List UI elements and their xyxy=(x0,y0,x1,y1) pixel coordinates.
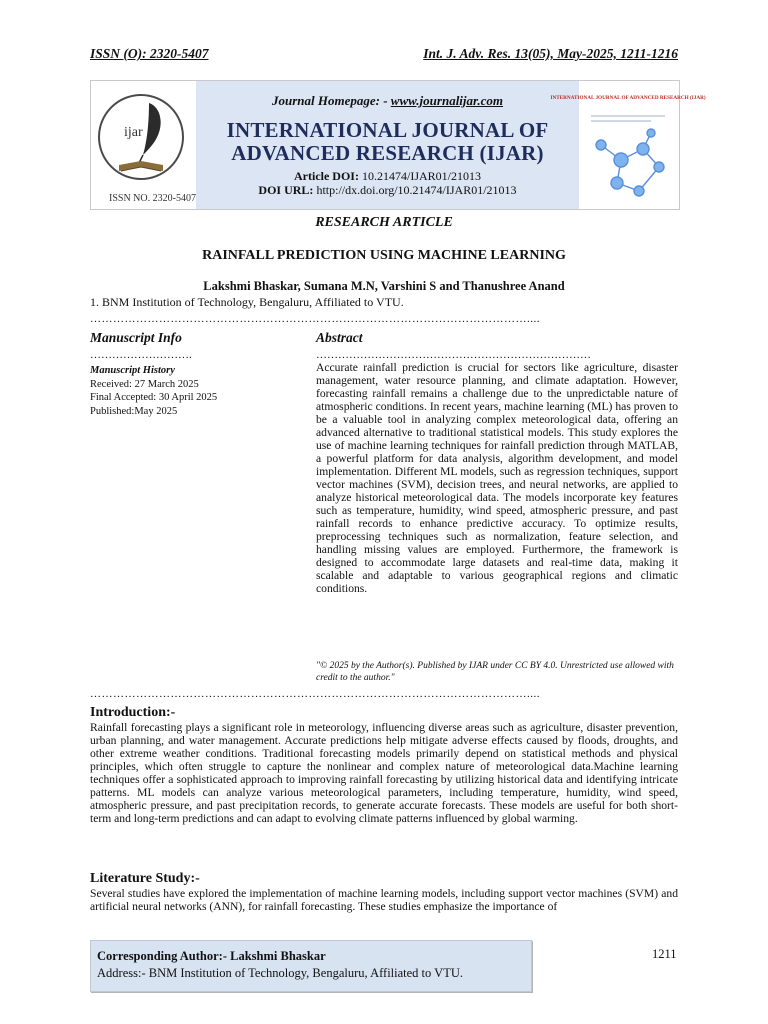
copyright-notice: "© 2025 by the Author(s). Published by IJAR under CC BY 4.0. Unrestricted use allowed with credit to the author." xyxy=(316,661,674,683)
corresponding-author-line xyxy=(97,949,326,964)
literature-heading: Literature Study:- xyxy=(90,871,200,886)
address-line xyxy=(97,966,463,981)
author-list: Lakshmi Bhaskar, Sumana M.N, Varshini S and Thanushree Anand xyxy=(203,279,565,293)
logo-issn: ISSN NO. 2320-5407 xyxy=(109,193,196,204)
introduction-text: Rainfall forecasting plays a significant role in meteorology, influencing diverse areas such as agriculture, disaster prevention, urban planning, and water management. Accurate predictions help mitigate adverse effects caused by floods, droughts, and other extreme weather conditions. Traditional forecasting models primarily depend on statistical methods and physical principles, which often struggle to capture the nonlinear and complex nature of meteorological data.Machine learning techniques offer a sophisticated approach to improving rainfall forecasting by utilizing historical data and identifying intricate patterns. ML models can analyze various meteorological parameters, including temperature, humidity, wind speed, atmospheric pressure, and past precipitation records, to generate accurate forecasts. These models are useful for both short-term and long-term predictions and can adapt to evolving climate patterns influenced by global warming. xyxy=(90,721,678,825)
homepage-line xyxy=(196,93,579,109)
corresponding-author-box xyxy=(90,940,532,992)
running-header xyxy=(90,46,678,62)
citation-text: Int. J. Adv. Res. 13(05), May-2025, 1211-1216 xyxy=(423,46,678,61)
paper-title: RAINFALL PREDICTION USING MACHINE LEARNING xyxy=(202,248,566,263)
logo-text: ijar xyxy=(124,125,143,140)
abstract-dots: ………………………………………………………………… xyxy=(316,349,591,361)
introduction-heading: Introduction:- xyxy=(90,705,176,720)
affiliation: 1. BNM Institution of Technology, Bengaluru, Affiliated to VTU. xyxy=(90,295,404,309)
manuscript-dots: ………………………. xyxy=(90,349,192,361)
manuscript-info-heading: Manuscript Info xyxy=(90,330,182,345)
history-label: Manuscript History xyxy=(90,365,175,376)
journal-cover-image xyxy=(550,85,706,205)
homepage-link[interactable]: www.journalijar.com xyxy=(390,93,504,108)
doi-value: 10.21474/IJAR01/21013 xyxy=(361,169,481,183)
doi-block xyxy=(196,169,579,197)
page-number: 1211 xyxy=(652,947,677,961)
address-label: Address:- xyxy=(97,966,146,980)
received-date: Received: 27 March 2025 xyxy=(90,378,199,390)
journal-banner xyxy=(90,80,706,210)
journal-title xyxy=(196,119,579,165)
author-label: Corresponding Author:- xyxy=(97,949,227,963)
address-value: BNM Institution of Technology, Bengaluru, Affiliated to VTU. xyxy=(148,966,463,980)
abstract-text: Accurate rainfall prediction is crucial for sectors like agriculture, disaster management, water resource planning, and climate adaptation. However, forecasting rainfall remains a challenge due to the unpredictable nature of atmospheric conditions. In recent years, machine learning (ML) has proven to be a valuable tool in analyzing complex meteorological data, offering an advanced alternative to traditional statistical models. This study explores the use of machine learning techniques for rainfall prediction through MATLAB, a powerful platform for data analysis, algorithm development, and model implementation. Different ML models, such as regression techniques, support vector machines (SVM), decision trees, and neural networks, are applied to analyze historical meteorological data. The models incorporate key features such as temperature, humidity, wind speed, atmospheric pressure, and past rainfall records to enhance predictive accuracy. To optimize results, preprocessing techniques such as normalization, feature selection, and handling missing values are employed. Furthermore, the framework is designed to accommodate large datasets and real-time data, making it scalable and adaptable to various geographical regions and climatic conditions. xyxy=(316,361,678,595)
separator-bottom: …………………………………………………………………………………………………….... xyxy=(90,688,540,700)
author-name: Lakshmi Bhaskar xyxy=(230,949,326,963)
separator-top: …………………………………………………………………………………………………….... xyxy=(90,313,540,325)
doi-url-label: DOI URL: xyxy=(258,183,314,197)
final-accepted-date: Final Accepted: 30 April 2025 xyxy=(90,392,218,403)
doi-url-link[interactable]: http://dx.doi.org/10.21474/IJAR01/21013 xyxy=(316,183,517,197)
published-date: Published:May 2025 xyxy=(90,405,178,417)
journal-title-line1: INTERNATIONAL JOURNAL OF xyxy=(226,118,549,142)
article-type: RESEARCH ARTICLE xyxy=(315,215,453,230)
issn-text: ISSN (O): 2320-5407 xyxy=(90,46,209,61)
literature-text: Several studies have explored the implementation of machine learning models, including support vector machines (SVM) and artificial neural networks (ANN), for rainfall forecasting. These studies emphasize the importance of xyxy=(90,887,678,913)
ijar-logo xyxy=(91,81,196,209)
journal-title-line2: ADVANCED RESEARCH (IJAR) xyxy=(231,141,544,165)
banner-title-block xyxy=(196,81,579,209)
abstract-heading: Abstract xyxy=(316,330,363,345)
cover-title: INTERNATIONAL JOURNAL OF ADVANCED RESEARCH (IJAR) xyxy=(550,95,706,101)
doi-label: Article DOI: xyxy=(294,169,359,183)
manuscript-history xyxy=(90,364,300,418)
homepage-label: Journal Homepage: - xyxy=(271,93,388,108)
